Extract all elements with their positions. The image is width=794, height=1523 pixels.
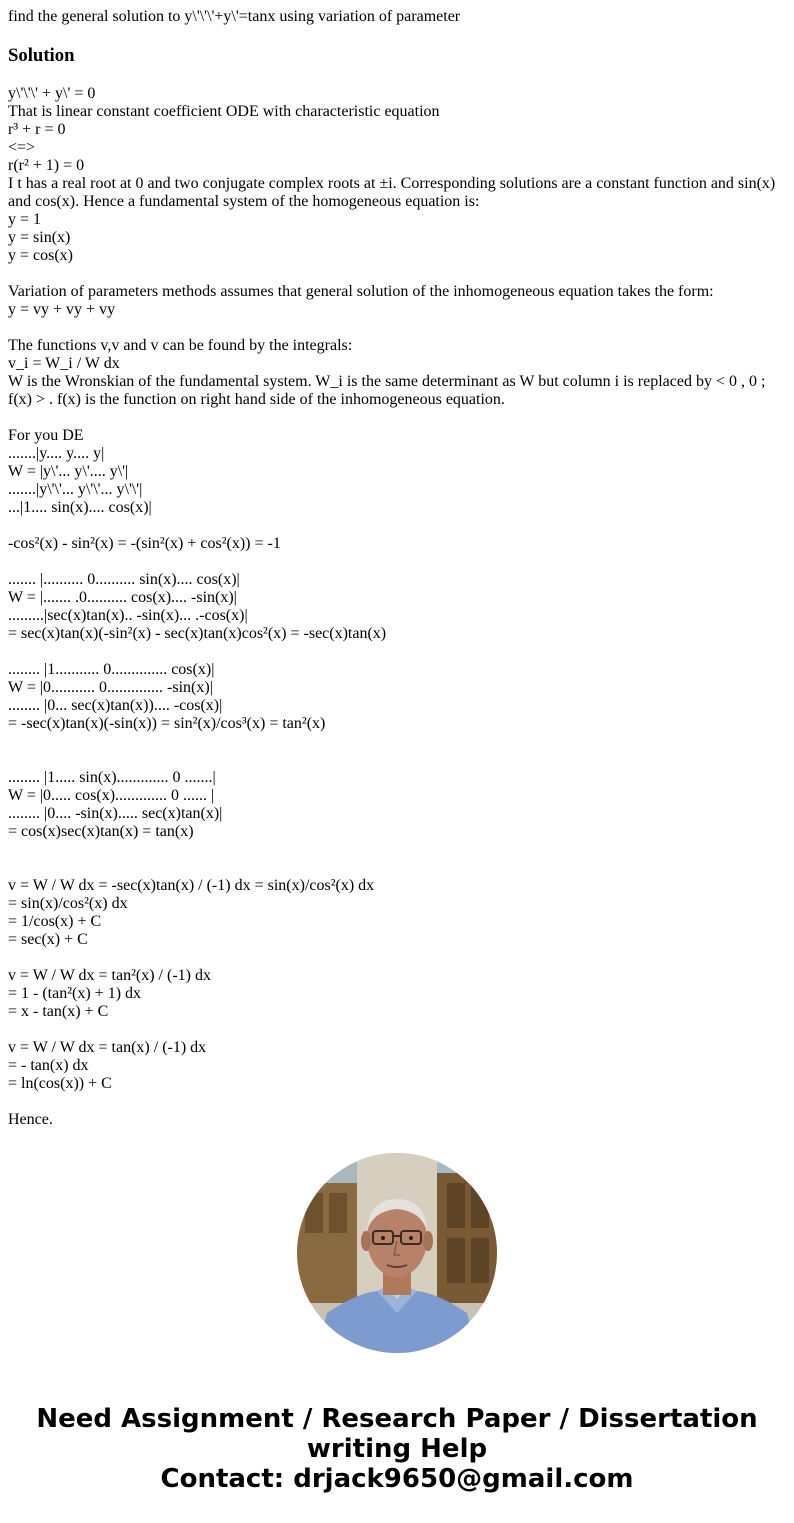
solution-line: r(r² + 1) = 0 [8,157,85,174]
author-photo [297,1153,497,1353]
solution-heading: Solution [8,45,75,66]
solution-line: y = 1 [8,211,42,228]
author-photo-image [297,1153,497,1353]
solution-line: W = |y\'... y\'.... y\'| [8,463,129,480]
question-text: find the general solution to y\'\'\'+y\'=tanx using variation of parameter [8,8,461,25]
solution-line: <=> [8,139,36,156]
solution-line: The functions v,v and v can be found by the integrals: [8,337,353,354]
solution-line [8,841,786,859]
solution-line: W = |0........... 0.............. -sin(x)| [8,679,213,696]
solution-line: y = sin(x) [8,229,71,246]
solution-line: = sec(x) + C [8,931,88,948]
solution-line [8,553,786,571]
solution-line: That is linear constant coefficient ODE with characteristic equation [8,103,440,120]
promo-line-1: Need Assignment / Research Paper / Dissertation [36,1404,758,1434]
solution-line [8,949,786,967]
solution-line [8,859,786,877]
solution-line: ....... |.......... 0.......... sin(x).... cos(x)| [8,571,240,588]
solution-line: v = W / W dx = -sec(x)tan(x) / (-1) dx = sin(x)/cos²(x) dx [8,877,375,894]
solution-line: r³ + r = 0 [8,121,66,138]
solution-line: .......|y.... y.... y| [8,445,105,462]
solution-line: ........ |1..... sin(x)............. 0 .......| [8,769,216,786]
solution-line: y = vy + vy + vy [8,301,116,318]
solution-line: W is the Wronskian of the fundamental system. W_i is the same determinant as W but column i is replaced by < 0 , 0 ; f(x) > . f(x) is the function on right hand side of the inhomogeneous equation. [8,373,770,408]
solution-body [8,85,786,1129]
solution-line: ........ |0.... -sin(x)..... sec(x)tan(x)| [8,805,223,822]
solution-line: y\'\'\' + y\' = 0 [8,85,96,102]
solution-line: = -sec(x)tan(x)(-sin(x)) = sin²(x)/cos³(x) = tan²(x) [8,715,326,732]
solution-line: .......|y\'\'... y\'\'... y\'\'| [8,481,143,498]
solution-line [8,1021,786,1039]
solution-line: = sec(x)tan(x)(-sin²(x) - sec(x)tan(x)cos²(x) = -sec(x)tan(x) [8,625,387,642]
promo-banner [0,1404,794,1494]
solution-line: ........ |1........... 0.............. cos(x)| [8,661,215,678]
solution-line [8,733,786,751]
solution-line: = - tan(x) dx [8,1057,89,1074]
solution-line [8,265,786,283]
solution-line [8,409,786,427]
promo-line-2: writing Help [306,1434,488,1464]
solution-line: = sin(x)/cos²(x) dx [8,895,128,912]
solution-line [8,751,786,769]
solution-line: = cos(x)sec(x)tan(x) = tan(x) [8,823,194,840]
solution-line: = 1/cos(x) + C [8,913,102,930]
promo-contact: Contact: drjack9650@gmail.com [160,1464,634,1494]
solution-line: W = |0..... cos(x)............. 0 ...... | [8,787,215,804]
solution-line: y = cos(x) [8,247,74,264]
solution-line: Hence. [8,1111,53,1128]
solution-line [8,319,786,337]
solution-line: For you DE [8,427,84,444]
solution-line [8,1093,786,1111]
solution-line: W = |....... .0.......... cos(x).... -sin(x)| [8,589,237,606]
solution-line: = x - tan(x) + C [8,1003,109,1020]
solution-line: v = W / W dx = tan²(x) / (-1) dx [8,967,211,984]
solution-line: I t has a real root at 0 and two conjugate complex roots at ±i. Corresponding solutions are a constant function and sin(x) and cos(x). Hence a fundamental system of the homogeneous equation is: [8,175,780,210]
solution-line: .........|sec(x)tan(x).. -sin(x)... .-cos(x)| [8,607,248,624]
solution-line: -cos²(x) - sin²(x) = -(sin²(x) + cos²(x)) = -1 [8,535,281,552]
solution-line: ...|1.... sin(x).... cos(x)| [8,499,152,516]
solution-line [8,643,786,661]
solution-line: = ln(cos(x)) + C [8,1075,112,1092]
solution-line: = 1 - (tan²(x) + 1) dx [8,985,142,1002]
solution-line: ........ |0... sec(x)tan(x)).... -cos(x)| [8,697,223,714]
solution-line: v_i = W_i / W dx [8,355,120,372]
solution-line: v = W / W dx = tan(x) / (-1) dx [8,1039,207,1056]
solution-line: Variation of parameters methods assumes that general solution of the inhomogeneous equation takes the form: [8,283,714,300]
solution-line [8,517,786,535]
